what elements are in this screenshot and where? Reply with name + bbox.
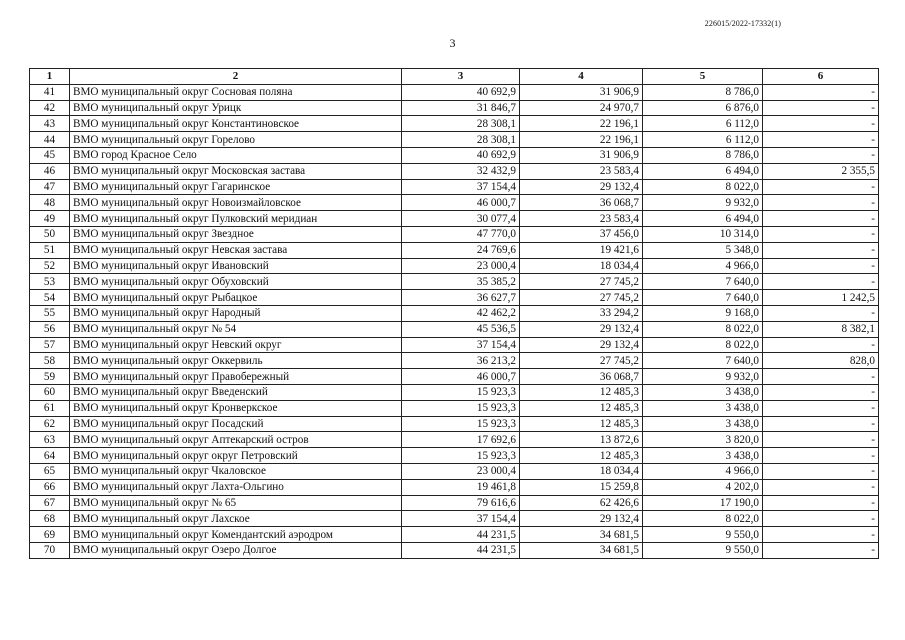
value-col5-cell: 9 932,0 [643,369,763,385]
row-number-cell: 67 [30,495,70,511]
row-number-cell: 57 [30,337,70,353]
row-number-cell: 58 [30,353,70,369]
value-col3-cell: 19 461,8 [402,479,520,495]
district-name-cell: ВМО муниципальный округ Лахское [70,511,402,527]
row-number-cell: 44 [30,132,70,148]
page-number: 3 [449,36,456,50]
value-col6-cell: - [763,384,879,400]
district-name-cell: ВМО муниципальный округ Ивановский [70,258,402,274]
value-col6-cell: 1 242,5 [763,290,879,306]
value-col4-cell: 34 681,5 [520,542,643,558]
district-name-cell: ВМО муниципальный округ Урицк [70,100,402,116]
value-col4-cell: 34 681,5 [520,527,643,543]
value-col3-cell: 15 923,3 [402,448,520,464]
table-row [30,258,879,274]
district-name-cell: ВМО муниципальный округ Аптекарский остров [70,432,402,448]
value-col3-cell: 30 077,4 [402,211,520,227]
district-name-cell: ВМО муниципальный округ Оккервиль [70,353,402,369]
value-col6-cell: - [763,211,879,227]
value-col5-cell: 6 876,0 [643,100,763,116]
value-col6-cell: - [763,274,879,290]
value-col5-cell: 6 112,0 [643,116,763,132]
value-col5-cell: 3 438,0 [643,400,763,416]
column-header-6: 6 [763,69,879,85]
value-col6-cell: - [763,305,879,321]
value-col6-cell: - [763,100,879,116]
value-col5-cell: 7 640,0 [643,353,763,369]
value-col6-cell: 8 382,1 [763,321,879,337]
value-col4-cell: 62 426,6 [520,495,643,511]
value-col5-cell: 6 494,0 [643,163,763,179]
value-col5-cell: 17 190,0 [643,495,763,511]
value-col6-cell: - [763,258,879,274]
value-col5-cell: 4 966,0 [643,463,763,479]
value-col3-cell: 15 923,3 [402,400,520,416]
district-name-cell: ВМО муниципальный округ Кронверкское [70,400,402,416]
value-col6-cell: - [763,400,879,416]
value-col5-cell: 6 112,0 [643,132,763,148]
value-col6-cell: - [763,132,879,148]
table-row [30,527,879,543]
district-name-cell: ВМО муниципальный округ Озеро Долгое [70,542,402,558]
value-col5-cell: 9 550,0 [643,527,763,543]
district-name-cell: ВМО муниципальный округ Комендантский аэродром [70,527,402,543]
value-col4-cell: 12 485,3 [520,384,643,400]
column-header-4: 4 [520,69,643,85]
district-name-cell: ВМО муниципальный округ Обуховский [70,274,402,290]
row-number-cell: 63 [30,432,70,448]
row-number-cell: 47 [30,179,70,195]
row-number-cell: 59 [30,369,70,385]
district-name-cell: ВМО город Красное Село [70,147,402,163]
row-number-cell: 68 [30,511,70,527]
value-col3-cell: 47 770,0 [402,226,520,242]
value-col6-cell: - [763,242,879,258]
row-number-cell: 41 [30,84,70,100]
value-col3-cell: 24 769,6 [402,242,520,258]
column-header-5: 5 [643,69,763,85]
value-col5-cell: 4 966,0 [643,258,763,274]
table-header-row [30,69,879,85]
value-col3-cell: 15 923,3 [402,416,520,432]
district-name-cell: ВМО муниципальный округ округ Петровский [70,448,402,464]
row-number-cell: 69 [30,527,70,543]
district-name-cell: ВМО муниципальный округ Рыбацкое [70,290,402,306]
value-col4-cell: 12 485,3 [520,448,643,464]
value-col4-cell: 23 583,4 [520,211,643,227]
district-name-cell: ВМО муниципальный округ Народный [70,305,402,321]
value-col6-cell: 2 355,5 [763,163,879,179]
table-row [30,495,879,511]
value-col5-cell: 9 168,0 [643,305,763,321]
value-col4-cell: 29 132,4 [520,511,643,527]
table-body [30,84,879,558]
value-col4-cell: 31 906,9 [520,147,643,163]
data-table [29,68,879,559]
row-number-cell: 70 [30,542,70,558]
row-number-cell: 61 [30,400,70,416]
value-col3-cell: 15 923,3 [402,384,520,400]
value-col6-cell: - [763,527,879,543]
value-col4-cell: 27 745,2 [520,290,643,306]
value-col5-cell: 9 932,0 [643,195,763,211]
district-name-cell: ВМО муниципальный округ Введенский [70,384,402,400]
value-col4-cell: 22 196,1 [520,116,643,132]
value-col3-cell: 28 308,1 [402,132,520,148]
value-col6-cell: - [763,226,879,242]
value-col5-cell: 3 438,0 [643,384,763,400]
row-number-cell: 50 [30,226,70,242]
value-col5-cell: 3 438,0 [643,416,763,432]
row-number-cell: 45 [30,147,70,163]
district-name-cell: ВМО муниципальный округ Чкаловское [70,463,402,479]
row-number-cell: 54 [30,290,70,306]
row-number-cell: 64 [30,448,70,464]
row-number-cell: 65 [30,463,70,479]
table-row [30,337,879,353]
value-col5-cell: 7 640,0 [643,290,763,306]
value-col3-cell: 17 692,6 [402,432,520,448]
value-col3-cell: 45 536,5 [402,321,520,337]
table-row [30,84,879,100]
table-row [30,242,879,258]
value-col4-cell: 24 970,7 [520,100,643,116]
value-col3-cell: 31 846,7 [402,100,520,116]
value-col4-cell: 12 485,3 [520,416,643,432]
value-col5-cell: 8 786,0 [643,147,763,163]
value-col4-cell: 29 132,4 [520,337,643,353]
value-col6-cell: - [763,337,879,353]
value-col4-cell: 22 196,1 [520,132,643,148]
row-number-cell: 51 [30,242,70,258]
row-number-cell: 46 [30,163,70,179]
value-col6-cell: - [763,432,879,448]
row-number-cell: 53 [30,274,70,290]
value-col3-cell: 46 000,7 [402,195,520,211]
value-col6-cell: - [763,448,879,464]
table-row [30,274,879,290]
value-col5-cell: 3 820,0 [643,432,763,448]
district-name-cell: ВМО муниципальный округ Сосновая поляна [70,84,402,100]
table-row [30,290,879,306]
value-col6-cell: - [763,416,879,432]
row-number-cell: 55 [30,305,70,321]
row-number-cell: 43 [30,116,70,132]
value-col4-cell: 36 068,7 [520,369,643,385]
value-col5-cell: 7 640,0 [643,274,763,290]
table-row [30,463,879,479]
value-col5-cell: 8 022,0 [643,511,763,527]
table-row [30,211,879,227]
value-col4-cell: 31 906,9 [520,84,643,100]
value-col3-cell: 44 231,5 [402,527,520,543]
table-row [30,179,879,195]
value-col5-cell: 8 022,0 [643,337,763,353]
district-name-cell: ВМО муниципальный округ Звездное [70,226,402,242]
row-number-cell: 48 [30,195,70,211]
value-col6-cell: - [763,116,879,132]
value-col3-cell: 23 000,4 [402,463,520,479]
value-col3-cell: 37 154,4 [402,179,520,195]
value-col6-cell: - [763,147,879,163]
district-name-cell: ВМО муниципальный округ № 65 [70,495,402,511]
table-row [30,163,879,179]
value-col5-cell: 4 202,0 [643,479,763,495]
value-col4-cell: 15 259,8 [520,479,643,495]
value-col6-cell: - [763,511,879,527]
value-col3-cell: 40 692,9 [402,147,520,163]
value-col6-cell: - [763,369,879,385]
table-row [30,542,879,558]
table-row [30,511,879,527]
table-row [30,226,879,242]
district-name-cell: ВМО муниципальный округ Пулковский меридиан [70,211,402,227]
value-col3-cell: 79 616,6 [402,495,520,511]
value-col4-cell: 19 421,6 [520,242,643,258]
value-col3-cell: 35 385,2 [402,274,520,290]
district-name-cell: ВМО муниципальный округ Московская застава [70,163,402,179]
document-id: 226015/2022-17332(1) [704,19,781,28]
value-col4-cell: 29 132,4 [520,321,643,337]
value-col6-cell: 828,0 [763,353,879,369]
value-col4-cell: 13 872,6 [520,432,643,448]
value-col4-cell: 27 745,2 [520,353,643,369]
row-number-cell: 56 [30,321,70,337]
value-col4-cell: 18 034,4 [520,463,643,479]
row-number-cell: 60 [30,384,70,400]
value-col3-cell: 32 432,9 [402,163,520,179]
row-number-cell: 49 [30,211,70,227]
value-col3-cell: 37 154,4 [402,511,520,527]
value-col6-cell: - [763,495,879,511]
value-col3-cell: 28 308,1 [402,116,520,132]
table-row [30,416,879,432]
table-row [30,132,879,148]
district-name-cell: ВМО муниципальный округ № 54 [70,321,402,337]
table-row [30,400,879,416]
value-col6-cell: - [763,179,879,195]
row-number-cell: 52 [30,258,70,274]
value-col6-cell: - [763,463,879,479]
district-name-cell: ВМО муниципальный округ Правобережный [70,369,402,385]
value-col4-cell: 27 745,2 [520,274,643,290]
district-name-cell: ВМО муниципальный округ Лахта-Ольгино [70,479,402,495]
value-col4-cell: 33 294,2 [520,305,643,321]
value-col6-cell: - [763,542,879,558]
table-row [30,147,879,163]
value-col6-cell: - [763,195,879,211]
value-col6-cell: - [763,84,879,100]
table-row [30,195,879,211]
value-col4-cell: 37 456,0 [520,226,643,242]
value-col5-cell: 8 786,0 [643,84,763,100]
district-name-cell: ВМО муниципальный округ Посадский [70,416,402,432]
table-row [30,116,879,132]
value-col5-cell: 10 314,0 [643,226,763,242]
value-col4-cell: 12 485,3 [520,400,643,416]
value-col3-cell: 46 000,7 [402,369,520,385]
district-name-cell: ВМО муниципальный округ Гагаринское [70,179,402,195]
table-row [30,432,879,448]
value-col3-cell: 36 627,7 [402,290,520,306]
table-row [30,305,879,321]
value-col4-cell: 29 132,4 [520,179,643,195]
district-name-cell: ВМО муниципальный округ Невская застава [70,242,402,258]
column-header-2: 2 [70,69,402,85]
column-header-3: 3 [402,69,520,85]
value-col3-cell: 36 213,2 [402,353,520,369]
district-name-cell: ВМО муниципальный округ Новоизмайловское [70,195,402,211]
district-name-cell: ВМО муниципальный округ Горелово [70,132,402,148]
value-col5-cell: 9 550,0 [643,542,763,558]
row-number-cell: 62 [30,416,70,432]
value-col4-cell: 23 583,4 [520,163,643,179]
table-row [30,369,879,385]
table-row [30,321,879,337]
district-name-cell: ВМО муниципальный округ Невский округ [70,337,402,353]
value-col6-cell: - [763,479,879,495]
table-row [30,448,879,464]
district-name-cell: ВМО муниципальный округ Константиновское [70,116,402,132]
value-col3-cell: 40 692,9 [402,84,520,100]
value-col5-cell: 3 438,0 [643,448,763,464]
row-number-cell: 66 [30,479,70,495]
table-header [30,69,879,85]
value-col5-cell: 8 022,0 [643,179,763,195]
table-row [30,479,879,495]
value-col4-cell: 18 034,4 [520,258,643,274]
value-col3-cell: 42 462,2 [402,305,520,321]
value-col3-cell: 37 154,4 [402,337,520,353]
value-col5-cell: 6 494,0 [643,211,763,227]
value-col3-cell: 23 000,4 [402,258,520,274]
value-col3-cell: 44 231,5 [402,542,520,558]
value-col5-cell: 8 022,0 [643,321,763,337]
column-header-1: 1 [30,69,70,85]
value-col5-cell: 5 348,0 [643,242,763,258]
table-row [30,384,879,400]
table-row [30,353,879,369]
value-col4-cell: 36 068,7 [520,195,643,211]
table-row [30,100,879,116]
row-number-cell: 42 [30,100,70,116]
